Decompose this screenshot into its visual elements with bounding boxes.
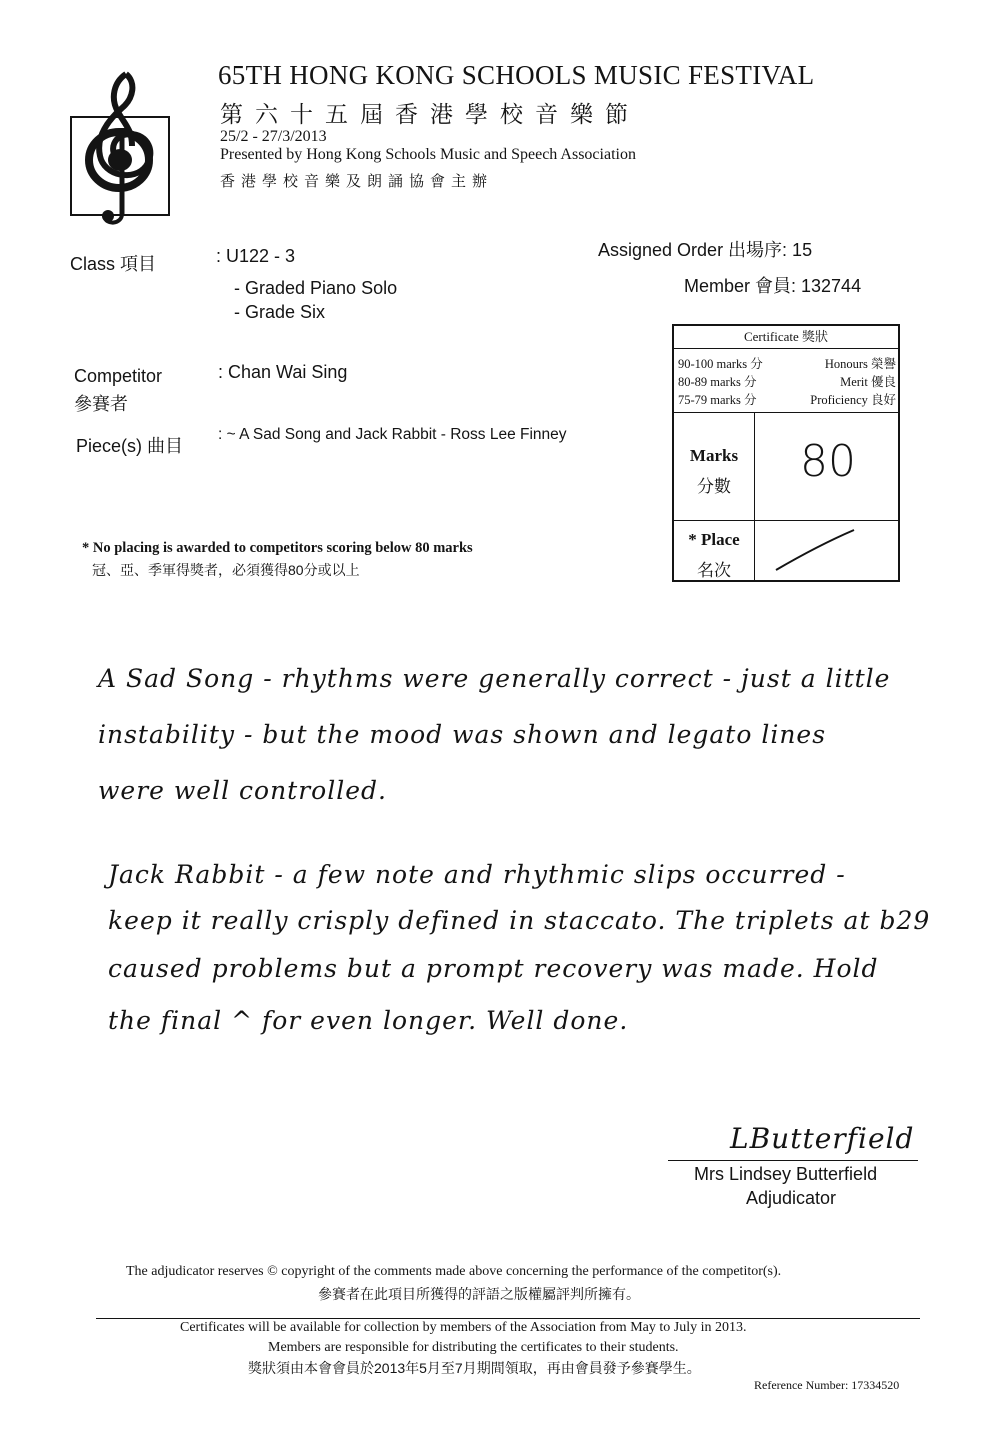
competitor-label-chinese: 參賽者	[74, 394, 128, 414]
presented-by: Presented by Hong Kong Schools Music and Speech Association	[220, 146, 636, 163]
comment-line: were well controlled.	[98, 776, 387, 805]
signature-line	[668, 1160, 918, 1161]
collection-notice-chinese: 獎狀須由本會會員於2013年5月至7月期間領取，再由會員發予參賽學生。	[248, 1360, 701, 1376]
member-number: Member 會員: 132744	[684, 276, 862, 296]
certificate-tier-proficiency	[678, 390, 896, 408]
adjudicator-title: Adjudicator	[746, 1188, 837, 1208]
tier-range: 90-100 marks 分	[678, 357, 763, 371]
tier-range: 75-79 marks 分	[678, 393, 757, 407]
tier-award: Merit 優良	[840, 375, 896, 389]
comment-line: the final ^ for even longer. Well done.	[108, 1006, 629, 1035]
class-description-1: - Graded Piano Solo	[234, 278, 398, 298]
competitor-label: Competitor	[74, 366, 163, 386]
festival-title: 65TH HONG KONG SCHOOLS MUSIC FESTIVAL	[218, 60, 815, 90]
class-value: : U122 - 3	[216, 246, 296, 266]
comment-line: instability - but the mood was shown and legato lines	[98, 720, 827, 749]
pieces-label: Piece(s) 曲目	[76, 436, 184, 456]
adjudicator-name: Mrs Lindsey Butterfield	[694, 1164, 878, 1184]
footer-divider	[96, 1318, 920, 1319]
marks-value: 80	[800, 436, 856, 487]
adjudicator-signature: LButterfield	[730, 1122, 915, 1155]
placing-note: * No placing is awarded to competitors scoring below 80 marks	[82, 540, 473, 556]
collection-notice: Certificates will be available for collection by members of the Association from May to July in 2013.	[180, 1320, 747, 1335]
comment-line: keep it really crisply defined in staccato. The triplets at b29	[108, 906, 931, 935]
certificate-box	[672, 324, 900, 582]
placing-note-chinese: 冠、亞、季軍得獎者，必須獲得80分或以上	[92, 562, 360, 578]
reference-number: Reference Number: 17334520	[754, 1378, 900, 1392]
class-description-2: - Grade Six	[234, 302, 326, 322]
comment-line: Jack Rabbit - a few note and rhythmic slips occurred -	[108, 860, 846, 889]
place-label-chinese: 名次	[697, 561, 731, 580]
festival-logo	[70, 68, 168, 228]
competitor-name: : Chan Wai Sing	[218, 362, 348, 382]
place-label: * Place	[688, 530, 740, 549]
festival-title-chinese: 第六十五屆香港學校音樂節	[220, 102, 640, 127]
certificate-divider-place	[674, 520, 898, 521]
tier-award: Honours 榮譽	[824, 357, 896, 371]
comment-line: A Sad Song - rhythms were generally correct - just a little	[98, 664, 891, 693]
distribution-notice: Members are responsible for distributing the certificates to their students.	[268, 1340, 679, 1355]
copyright-notice-chinese: 參賽者在此項目所獲得的評語之版權屬評判所擁有。	[318, 1286, 640, 1302]
assigned-order: Assigned Order 出場序: 15	[598, 240, 813, 260]
presented-by-chinese: 香港學校音樂及朗誦協會主辦	[220, 174, 494, 190]
tier-range: 80-89 marks 分	[678, 375, 757, 389]
marks-label: Marks	[689, 446, 739, 465]
certificate-tier-merit	[678, 372, 896, 390]
pieces-value: : ~ A Sad Song and Jack Rabbit - Ross Lee Finney	[218, 426, 567, 443]
certificate-column-divider	[754, 412, 755, 582]
certificate-divider	[674, 412, 898, 413]
tier-award: Proficiency 良好	[810, 393, 896, 407]
place-strike-mark	[770, 526, 860, 576]
treble-clef-icon	[70, 68, 168, 228]
comment-line: caused problems but a prompt recovery was made. Hold	[108, 954, 879, 983]
certificate-title: Certificate 獎狀	[674, 326, 898, 349]
copyright-notice: The adjudicator reserves © copyright of the comments made above concerning the performance of the competitor(s).	[126, 1264, 782, 1279]
class-label: Class 項目	[70, 254, 157, 274]
festival-dates: 25/2 - 27/3/2013	[220, 128, 327, 145]
marks-label-chinese: 分數	[697, 477, 731, 496]
certificate-tier-honours	[678, 354, 896, 372]
